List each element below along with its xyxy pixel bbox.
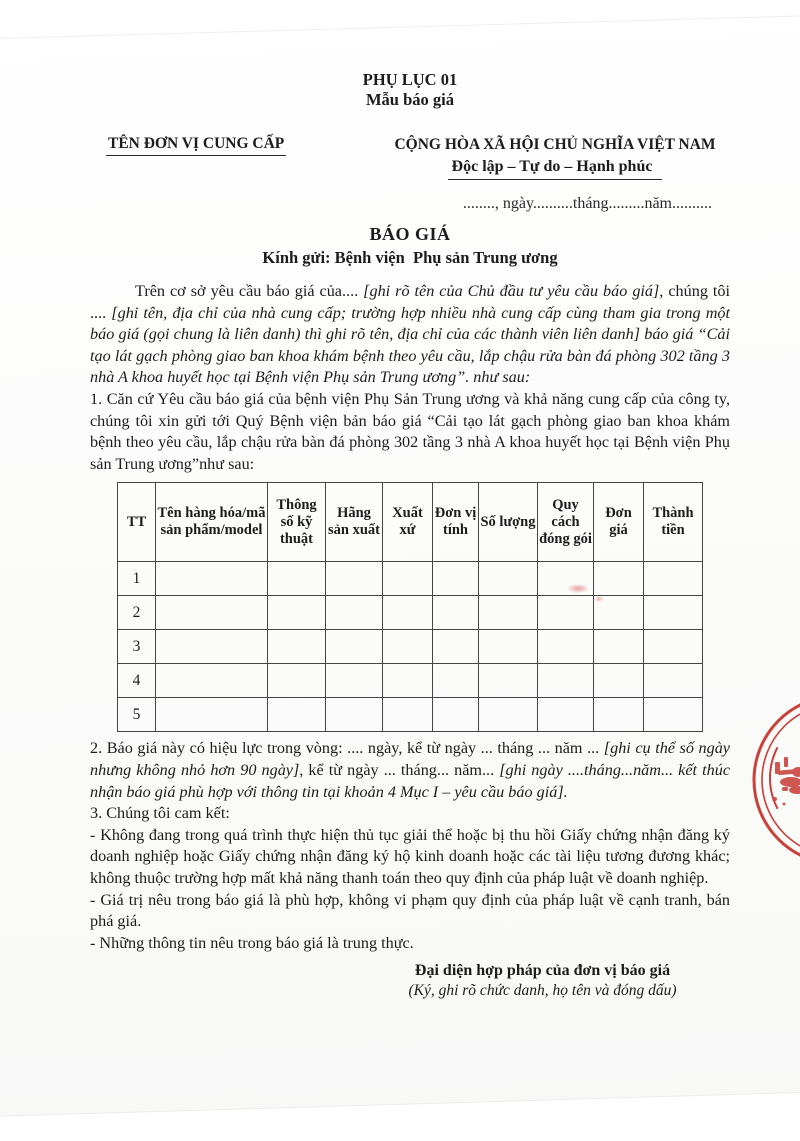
empty-cell — [268, 562, 326, 596]
scan-artifact-top — [0, 15, 800, 39]
table-row — [118, 596, 703, 630]
signature-title: Đại diện hợp pháp của đơn vị báo giá — [414, 962, 671, 980]
appendix-subtitle: Mẫu báo giá — [365, 90, 454, 109]
table-row — [118, 664, 703, 698]
empty-cell — [326, 596, 383, 630]
point-1-paragraph: 1. Căn cứ Yêu cầu báo giá của bệnh viện Phụ Sản Trung ương và khả năng cung cấp của công ty, chúng tôi xin gửi tới Quý Bệnh viện bản báo giá “Cải tạo lát gạch phòng giao ban khoa khám bệnh theo yêu cầu, lắp chậu rửa bàn đá phòng 302 tầng 3 nhà A khoa huyết học tại Bệnh viện Phụ sản Trung ương”như sau: — [90, 389, 730, 473]
national-header-block — [380, 135, 730, 180]
table-header-row — [118, 483, 703, 562]
empty-cell — [156, 596, 268, 630]
supplier-label: TÊN ĐƠN VỊ CUNG CẤP — [106, 135, 286, 156]
col-header-unit-price: Đơn giá — [594, 483, 644, 562]
empty-cell — [594, 562, 644, 596]
empty-cell — [433, 664, 479, 698]
empty-cell — [383, 630, 433, 664]
empty-cell — [644, 630, 703, 664]
point-2-paragraph — [90, 738, 730, 803]
point2-seg1: 2. Báo giá này có hiệu lực trong vòng: .... ngày, kể từ ngày ... tháng ... năm ... — [90, 739, 604, 758]
empty-cell — [479, 698, 538, 732]
empty-cell — [538, 664, 594, 698]
intro-mid: chúng tôi .... — [90, 282, 730, 322]
point2-bracket-2: [ghi ngày ....tháng...năm... kết thúc nhận báo giá phù hợp với thông tin tại khoản 4 Mục I – yêu cầu báo giá]. — [90, 760, 730, 801]
empty-cell — [383, 562, 433, 596]
point-3-heading: 3. Chúng tôi cam kết: — [90, 804, 230, 823]
empty-cell — [479, 562, 538, 596]
intro-bracket-2: [ghi tên, địa chỉ của nhà cung cấp; trường hợp nhiều nhà cung cấp cùng tham gia trong một báo giá (gọi chung là liên danh) thì ghi rõ tên, địa chỉ của các thành viên liên danh] báo giá “Cải tạo lát gạch phòng giao ban khoa khám bệnh theo yêu cầu, lắp chậu rửa bàn đá phòng 302 tầng 3 nhà A khoa huyết học tại Bệnh viện Phụ sản Trung ương”. như sau: — [90, 303, 731, 387]
empty-cell — [383, 664, 433, 698]
empty-cell — [268, 664, 326, 698]
empty-cell — [479, 596, 538, 630]
empty-cell — [644, 698, 703, 732]
national-motto: Độc lập – Tự do – Hạnh phúc — [448, 158, 663, 180]
empty-cell — [156, 698, 268, 732]
document-content — [90, 70, 730, 1001]
commitment-item: - Không đang trong quá trình thực hiện thủ tục giải thể hoặc bị thu hồi Giấy chứng nhận đăng ký doanh nghiệp hoặc Giấy chứng nhận đăng ký hộ kinh doanh hoặc các tài liệu tương đương khác; không thuộc trường hợp mất khả năng thanh toán theo quy định của pháp luật về doanh nghiệp. — [90, 825, 730, 887]
row-number: 5 — [118, 698, 156, 732]
empty-cell — [156, 630, 268, 664]
row-number: 1 — [118, 562, 156, 596]
signature-block — [370, 961, 715, 1001]
col-header-quantity: Số lượng — [479, 483, 538, 562]
col-header-manufacturer: Hãng sản xuất — [326, 483, 383, 562]
scan-artifact-bottom — [0, 1092, 800, 1141]
commitment-item: - Giá trị nêu trong báo giá là phù hợp, không vi phạm quy định của pháp luật về cạnh tranh, bán phá giá. — [90, 890, 730, 931]
col-header-tt: TT — [118, 483, 156, 562]
recipient-line: Kính gửi: Bệnh viện Phụ sản Trung ương — [262, 248, 558, 267]
intro-bracket-1: [ghi rõ tên của Chủ đầu tư yêu cầu báo giá], — [363, 282, 664, 300]
commitment-item: - Những thông tin nêu trong báo giá là trung thực. — [90, 933, 414, 952]
empty-cell — [268, 630, 326, 664]
intro-lead: Trên cơ sở yêu cầu báo giá của.... — [135, 282, 364, 300]
empty-cell — [326, 698, 383, 732]
appendix-heading — [90, 70, 730, 110]
empty-cell — [538, 596, 594, 630]
row-number: 4 — [118, 664, 156, 698]
row-number: 3 — [118, 630, 156, 664]
empty-cell — [594, 664, 644, 698]
national-title: CỘNG HÒA XÃ HỘI CHỦ NGHĨA VIỆT NAM — [394, 136, 716, 153]
empty-cell — [383, 596, 433, 630]
empty-cell — [594, 630, 644, 664]
empty-cell — [268, 596, 326, 630]
empty-cell — [383, 698, 433, 732]
empty-cell — [479, 664, 538, 698]
point2-seg2: , kể từ ngày ... tháng... năm... — [299, 760, 500, 779]
empty-cell — [326, 664, 383, 698]
empty-cell — [326, 630, 383, 664]
table-row — [118, 630, 703, 664]
empty-cell — [479, 630, 538, 664]
col-header-packing: Quy cách đóng gói — [538, 483, 594, 562]
empty-cell — [594, 698, 644, 732]
empty-cell — [433, 630, 479, 664]
empty-cell — [326, 562, 383, 596]
point2-bracket-1: [ghi cụ thể số ngày nhưng không nhỏ hơn 90 ngày] — [90, 739, 730, 779]
col-header-origin: Xuất xứ — [383, 483, 433, 562]
col-header-total: Thành tiền — [644, 483, 703, 562]
empty-cell — [644, 562, 703, 596]
empty-cell — [538, 630, 594, 664]
empty-cell — [538, 698, 594, 732]
col-header-specs: Thông số kỹ thuật — [268, 483, 326, 562]
letterhead-row — [90, 135, 730, 180]
table-row — [118, 698, 703, 732]
empty-cell — [268, 698, 326, 732]
red-seal-stamp — [728, 692, 800, 867]
empty-cell — [433, 562, 479, 596]
empty-cell — [644, 664, 703, 698]
red-ink-smudge — [594, 596, 604, 602]
row-number: 2 — [118, 596, 156, 630]
table-row — [118, 562, 703, 596]
empty-cell — [156, 664, 268, 698]
empty-cell — [433, 596, 479, 630]
supplier-name-block — [106, 135, 286, 153]
intro-paragraph — [90, 281, 730, 389]
quotation-table — [117, 482, 703, 732]
empty-cell — [433, 698, 479, 732]
red-ink-smudge — [567, 584, 589, 593]
col-header-product: Tên hàng hóa/mã sản phẩm/model — [156, 483, 268, 562]
signature-note: (Ký, ghi rõ chức danh, họ tên và đóng dấu) — [408, 982, 677, 1000]
empty-cell — [644, 596, 703, 630]
col-header-unit: Đơn vị tính — [433, 483, 479, 562]
appendix-title: PHỤ LỤC 01 — [362, 70, 458, 89]
date-line: ........, ngày..........tháng.........năm.......... — [462, 195, 712, 212]
empty-cell — [156, 562, 268, 596]
document-title: BÁO GIÁ — [369, 224, 451, 244]
